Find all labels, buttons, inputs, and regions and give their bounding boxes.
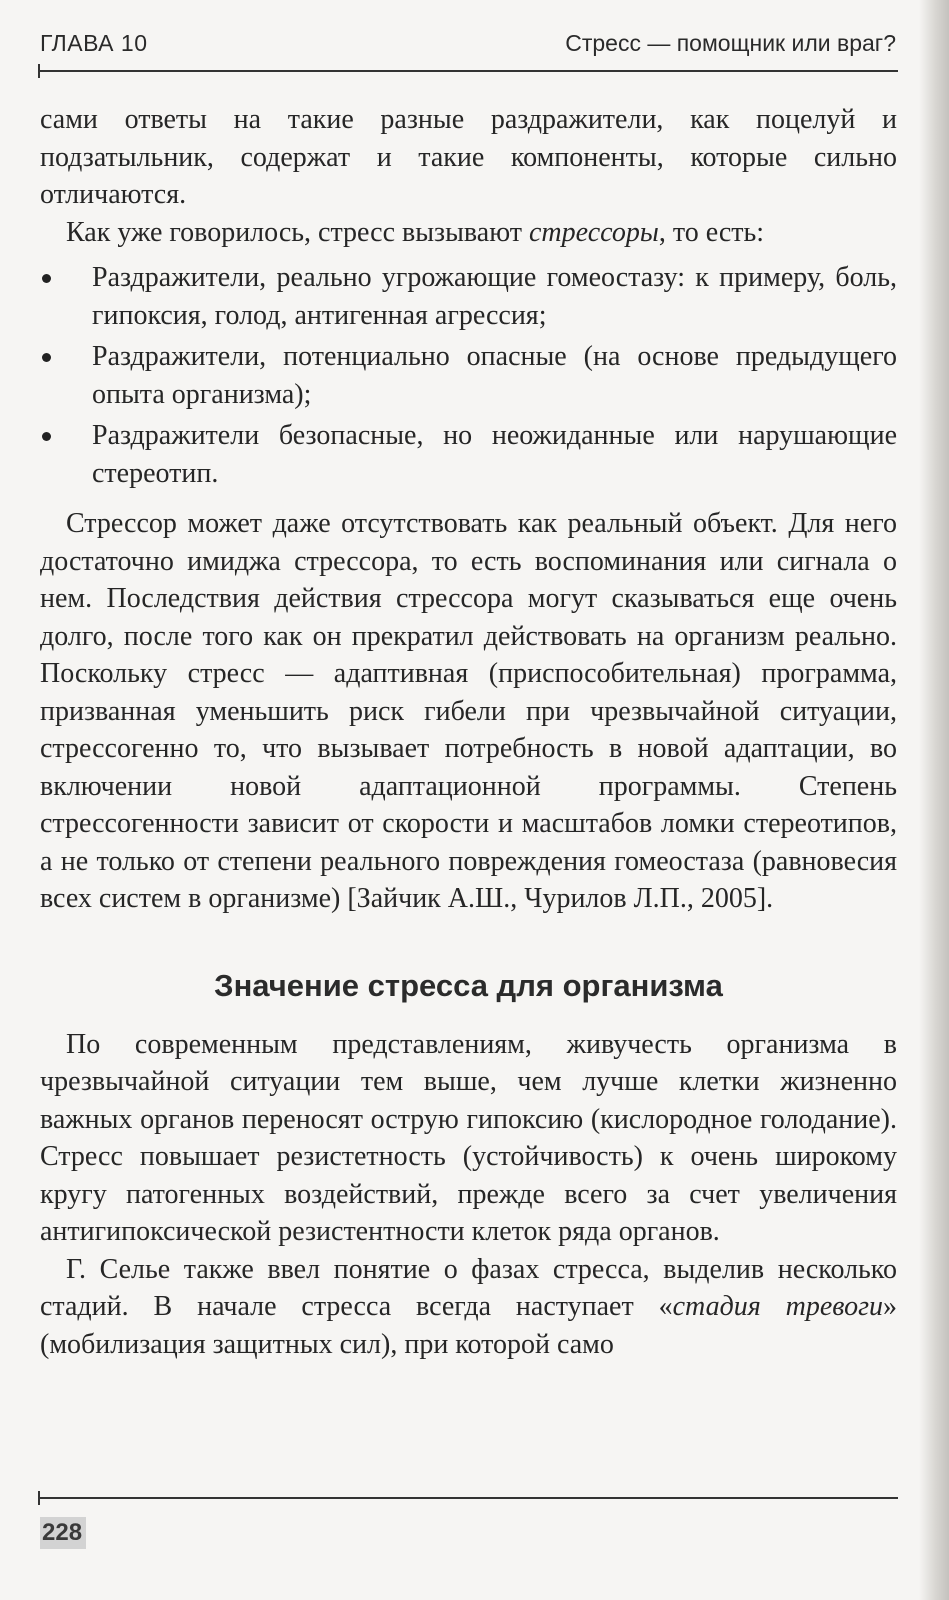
page-body — [40, 101, 897, 1363]
emphasis-term: стадия тревоги — [672, 1291, 883, 1322]
paragraph-text: Как уже говорилось, стресс вызывают — [66, 216, 529, 248]
page-number: 228 — [40, 1517, 86, 1549]
paragraph-continuation: сами ответы на такие разные раздражители, как поцелуй и подзатыльник, содержат и такие компоненты, которые сильно отличаются. — [40, 104, 897, 210]
running-header — [40, 28, 896, 68]
paragraph-text: » (мобилизация защитных сил), при которой само — [40, 1291, 897, 1360]
list-item: Раздражители безопасные, но неожиданные или нарушающие стереотип. — [40, 417, 897, 492]
running-title: Стресс — помощник или враг? — [565, 30, 896, 56]
paragraph-selye — [40, 1251, 897, 1364]
emphasis-term: стрессоры — [529, 216, 659, 248]
footer-rule — [38, 1497, 898, 1499]
section-heading: Значение стресса для организма — [214, 967, 723, 1003]
paragraph-text: Г. Селье также ввел понятие о фазах стресса, выделив несколько стадий. В начале стресса всегда наступает « — [40, 1253, 897, 1322]
paragraph-text: , то есть: — [658, 216, 765, 248]
paragraph-stressor: Стрессор может даже отсутствовать как реальный объект. Для него достаточно имиджа стрессора, то есть воспоминания или сигнала о нем. Последствия действия стрессора могут сказываться еще очень долго, после того как он прекратил действовать на организм реально. Поскольку стресс — адаптивная (приспособительная) программа, призванная уменьшить риск гибели при чрезвычайной ситуации, стрессогенно то, что вызывает потребность в новой адаптации, во включении новой адаптационной программы. Степень стрессогенности зависит от скорости и масштабов ломки стереотипов, а не только от степени реального повреждения гомеостаза (равновесия всех систем в организме) [Зайчик А.Ш., Чурилов Л.П., 2005]. — [40, 508, 897, 914]
paragraph-stressors-intro — [40, 214, 897, 252]
page-edge-shadow — [919, 0, 949, 1600]
chapter-label: ГЛАВА 10 — [40, 30, 148, 56]
list-item: Раздражители, реально угрожающие гомеостазу: к примеру, боль, гипоксия, голод, антигенная агрессия; — [40, 259, 897, 334]
paragraph-significance: По современным представлениям, живучесть организма в чрезвычайной ситуации тем выше, чем лучше клетки жизненно важных органов переносят острую гипоксию (кислородное голодание). Стресс повышает резистетность (устойчивость) к очень широкому кругу патогенных воздействий, прежде всего за счет увеличения антигипоксической резистентности клеток ряда органов. — [40, 1028, 897, 1247]
list-item: Раздражители, потенциально опасные (на основе предыдущего опыта организма); — [40, 338, 897, 413]
header-rule — [38, 70, 898, 72]
stressor-list — [40, 259, 897, 492]
